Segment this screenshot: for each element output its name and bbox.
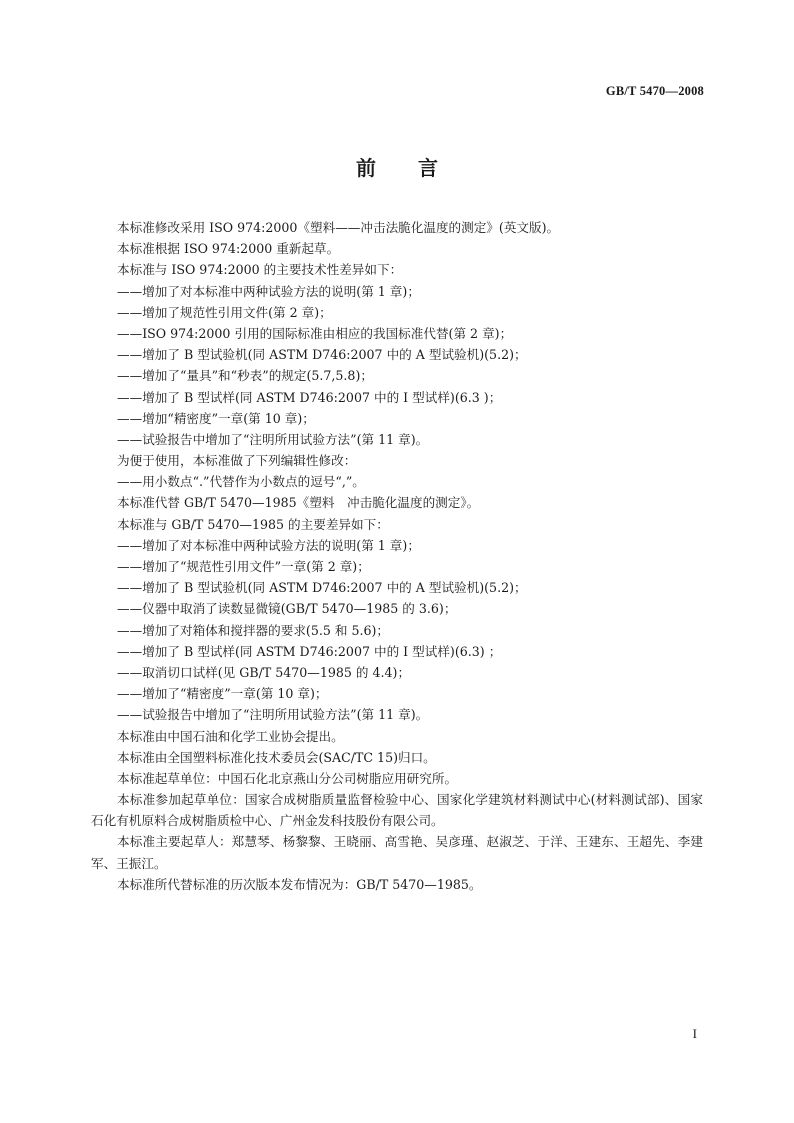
line-16: ——增加了对本标准中两种试验方法的说明(第 1 章)； [117,537,420,553]
line-11: ——试验报告中增加了“注明所用试验方法”(第 11 章)。 [117,431,429,447]
line-12: 为便于使用，本标准做了下列编辑性修改： [117,453,357,469]
title-char-1: 前 [356,156,376,180]
line-13: ——用小数点“.”代替作为小数点的逗号“,”。 [117,474,365,490]
line-18: ——增加了 B 型试验机(同 ASTM D746:2007 中的 A 型试验机)(5.2)； [117,580,527,596]
line-2: 本标准根据 ISO 974:2000 重新起草。 [117,241,340,257]
line-5: ——增加了规范性引用文件(第 2 章)； [117,304,332,320]
line-4: ——增加了对本标准中两种试验方法的说明(第 1 章)； [117,283,420,299]
line-1: 本标准修改采用 ISO 974:2000《塑料——冲击法脆化温度的测定》(英文版)。 [117,220,560,235]
line-26: 本标准由全国塑料标准化技术委员会(SAC/TC 15)归口。 [117,749,436,765]
line-8: ——增加了“量具”和“秒表”的规定(5.7,5.8)； [117,368,373,384]
line-20: ——增加了对箱体和搅拌器的要求(5.5 和 5.6)； [117,622,389,638]
foreword-body [91,217,703,895]
line-17: ——增加了“规范性引用文件”一章(第 2 章)； [117,559,370,574]
line-7: ——增加了 B 型试验机(同 ASTM D746:2007 中的 A 型试验机)(5.2)； [117,347,527,363]
line-9: ——增加了 B 型试样(同 ASTM D746:2007 中的 Ⅰ 型试样)(6.3 )； [117,389,502,405]
line-6: ——ISO 974:2000 引用的国际标准由相应的我国标准代替(第 2 章)； [117,325,513,341]
page-number: I [692,1026,697,1041]
history-paragraph: 本标准所代替标准的历次版本发布情况为：GB/T 5470—1985。 [117,876,482,892]
line-24: ——试验报告中增加了“注明所用试验方法”(第 11 章)。 [117,707,429,723]
line-25: 本标准由中国石油和化学工业协会提出。 [117,728,344,744]
line-23: ——增加了“精密度”一章(第 10 章)； [117,686,328,702]
title-char-2: 言 [418,156,438,180]
line-10: ——增加“精密度”一章(第 10 章)； [117,410,315,426]
line-14: 本标准代替 GB/T 5470—1985《塑料 冲击脆化温度的测定》。 [117,495,480,511]
line-27: 本标准起草单位：中国石化北京燕山分公司树脂应用研究所。 [117,770,458,786]
drafting-units-paragraph: 本标准参加起草单位：国家合成树脂质量监督检验中心、国家化学建筑材料测试中心(材料测试部)、国家石化有机原料合成树脂质检中心、广州金发科技股份有限公司。 [91,792,703,829]
line-3: 本标准与 ISO 974:2000 的主要技术性差异如下： [117,262,403,278]
drafters-paragraph: 本标准主要起草人：郑慧琴、杨黎黎、王晓丽、高雪艳、吴彦瑾、赵淑芝、于洋、王建东、王超先、李建军、王振江。 [91,834,703,871]
page-title [0,152,794,181]
line-19: ——仪器中取消了读数显微镜(GB/T 5470—1985 的 3.6)； [117,601,457,617]
line-22: ——取消切口试样(见 GB/T 5470—1985 的 4.4)； [117,664,411,680]
standard-code: GB/T 5470—2008 [605,84,704,98]
line-15: 本标准与 GB/T 5470—1985 的主要差异如下： [117,516,389,532]
line-21: ——增加了 B 型试样(同 ASTM D746:2007 中的 Ⅰ 型试样)(6.3) ； [117,643,502,659]
